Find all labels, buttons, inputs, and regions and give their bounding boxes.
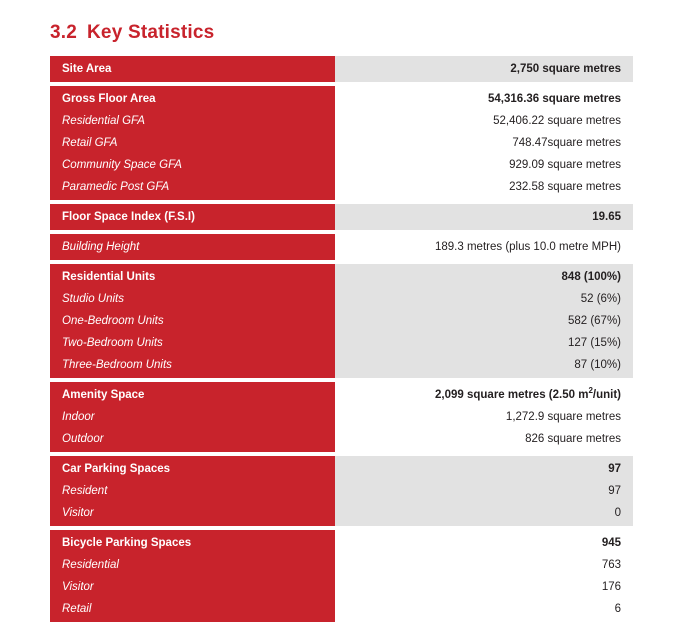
table-row xyxy=(50,110,633,132)
stat-value: 929.09 square metres xyxy=(335,154,633,176)
stat-label: Site Area xyxy=(50,56,335,82)
stat-value: 0 xyxy=(335,502,633,526)
table-row xyxy=(50,56,633,82)
stat-value: 52 (6%) xyxy=(335,288,633,310)
stat-label: Retail xyxy=(50,598,335,622)
table-row xyxy=(50,530,633,554)
stat-block xyxy=(50,456,633,526)
stat-label: Resident xyxy=(50,480,335,502)
stat-label: Studio Units xyxy=(50,288,335,310)
stat-label: Car Parking Spaces xyxy=(50,456,335,480)
stat-value: 2,750 square metres xyxy=(335,56,633,82)
page-title xyxy=(50,22,631,44)
stat-label: Bicycle Parking Spaces xyxy=(50,530,335,554)
key-statistics-table xyxy=(50,56,633,622)
stat-block xyxy=(50,234,633,260)
stat-label: Visitor xyxy=(50,502,335,526)
stat-label: Paramedic Post GFA xyxy=(50,176,335,200)
stat-value: 52,406.22 square metres xyxy=(335,110,633,132)
table-row xyxy=(50,332,633,354)
stat-value: 582 (67%) xyxy=(335,310,633,332)
table-row xyxy=(50,132,633,154)
stat-value: 176 xyxy=(335,576,633,598)
stat-label: Gross Floor Area xyxy=(50,86,335,110)
stat-value: 6 xyxy=(335,598,633,622)
stat-label: Residential GFA xyxy=(50,110,335,132)
table-row xyxy=(50,406,633,428)
stat-block xyxy=(50,264,633,378)
table-row xyxy=(50,428,633,452)
table-row xyxy=(50,264,633,288)
table-row xyxy=(50,554,633,576)
table-row xyxy=(50,456,633,480)
stat-value: 763 xyxy=(335,554,633,576)
stat-label: Indoor xyxy=(50,406,335,428)
stat-block xyxy=(50,530,633,622)
stat-label: Floor Space Index (F.S.I) xyxy=(50,204,335,230)
stat-block xyxy=(50,86,633,200)
stat-label: Three-Bedroom Units xyxy=(50,354,335,378)
stat-label: Outdoor xyxy=(50,428,335,452)
table-row xyxy=(50,502,633,526)
stat-value: 1,272.9 square metres xyxy=(335,406,633,428)
stat-value: 97 xyxy=(335,480,633,502)
stat-value: 232.58 square metres xyxy=(335,176,633,200)
table-row xyxy=(50,310,633,332)
table-row xyxy=(50,354,633,378)
table-row xyxy=(50,154,633,176)
section-number: 3.2 xyxy=(50,22,78,43)
stat-label: Community Space GFA xyxy=(50,154,335,176)
stat-label: Two-Bedroom Units xyxy=(50,332,335,354)
stat-value: 189.3 metres (plus 10.0 metre MPH) xyxy=(335,234,633,260)
table-row xyxy=(50,86,633,110)
stat-label: Visitor xyxy=(50,576,335,598)
stat-label: Residential Units xyxy=(50,264,335,288)
stat-block xyxy=(50,204,633,230)
stat-value: 54,316.36 square metres xyxy=(335,86,633,110)
stat-value: 87 (10%) xyxy=(335,354,633,378)
stat-label: Residential xyxy=(50,554,335,576)
stat-label: Retail GFA xyxy=(50,132,335,154)
stat-value: 97 xyxy=(335,456,633,480)
table-row xyxy=(50,576,633,598)
table-row xyxy=(50,382,633,406)
stat-value: 127 (15%) xyxy=(335,332,633,354)
stat-value: 826 square metres xyxy=(335,428,633,452)
stat-label: Amenity Space xyxy=(50,382,335,406)
table-row xyxy=(50,176,633,200)
stat-label: One-Bedroom Units xyxy=(50,310,335,332)
stat-label: Building Height xyxy=(50,234,335,260)
stat-value: 748.47square metres xyxy=(335,132,633,154)
stat-block xyxy=(50,56,633,82)
stat-value: 945 xyxy=(335,530,633,554)
stat-block xyxy=(50,382,633,452)
table-row xyxy=(50,288,633,310)
section-title: Key Statistics xyxy=(87,22,215,43)
table-row xyxy=(50,598,633,622)
stat-value: 848 (100%) xyxy=(335,264,633,288)
table-row xyxy=(50,204,633,230)
stat-value: 2,099 square metres (2.50 $m^2/unit$) xyxy=(335,382,633,406)
table-row xyxy=(50,480,633,502)
table-row xyxy=(50,234,633,260)
stat-value: 19.65 xyxy=(335,204,633,230)
